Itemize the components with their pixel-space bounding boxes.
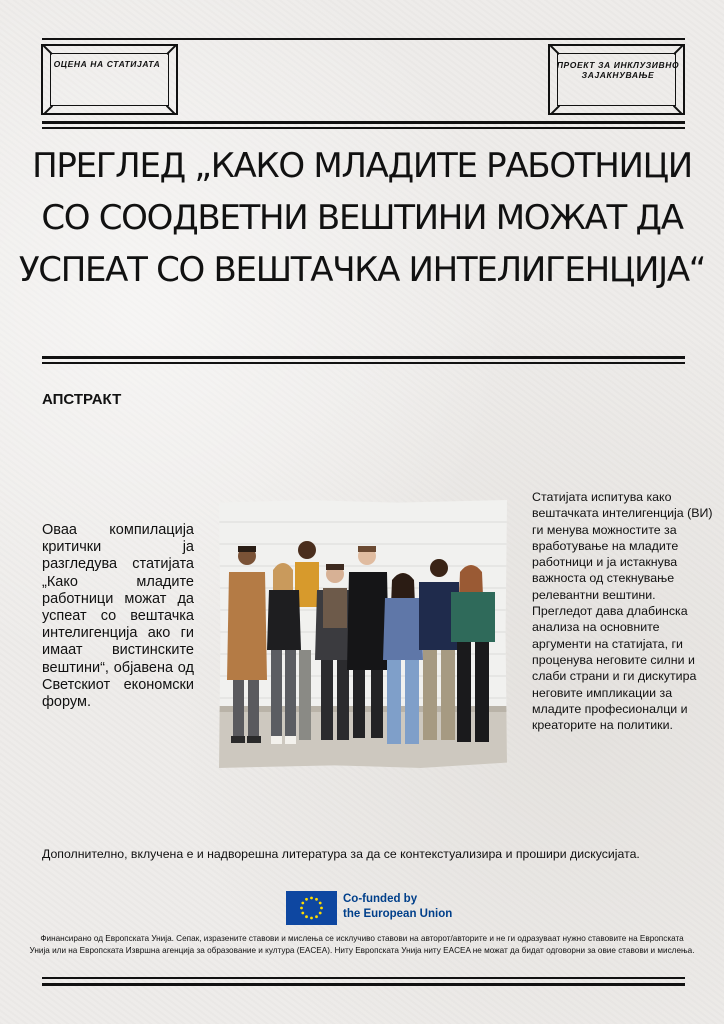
abstract-left-text: Оваа компилација критички ја разгледува статијата „Како младите работници можат да успеат со вештачка интелигенција ако ги имаат вистинските вештини“, објавена од Светскиот економски форум. (42, 522, 194, 711)
team-photo (219, 500, 507, 768)
header-rule-thin (42, 127, 685, 129)
header-rule-thick (42, 121, 685, 124)
title-rule-thin (42, 362, 685, 364)
title-rule-thick (42, 356, 685, 359)
additional-literature-note: Дополнително, вклучена е и надворешна литература за да се контекстуализира и прошири дискусијата. (42, 847, 640, 861)
eu-flag-icon (286, 891, 337, 925)
abstract-heading: АПСТРАКТ (42, 391, 122, 408)
abstract-right-text: Статијата испитува како вештачката интелигенција (ВИ) ги менува можностите за вработување на младите работници и ја истакнува важноста од стекнување релевантни вештини. Прегледот дава длабинска анализа на основните аргументи на статијата, ги проценува неговите силни и слаби страни и ги дискутира неговите импликации за младите професионалци и креаторите на политики. (532, 490, 713, 733)
disclaimer-line-2: Унија или на Европската Извршна агенција за образование и култура (EACEA). Ниту Европската Унија ниту EACEA не можат да бидат одговорни за овие ставови и мислења. (29, 946, 695, 956)
disclaimer-line-1: Финансирано од Европската Унија. Сепак, изразените ставови и мислења се исклучиво ставови на авторот/авторите и не ги одразуваат нужно ставовите на Европската (40, 934, 684, 943)
top-rule (42, 38, 685, 40)
eu-label-line-1: Co-funded by (343, 893, 418, 905)
eu-label-line-2: the European Union (343, 908, 453, 920)
title-line-3: УСПЕАТ СО ВЕШТАЧКА ИНТЕЛИГЕНЦИЈА“ (18, 250, 706, 290)
left-tag-label: ОЦЕНА НА СТАТИЈАТА (53, 59, 161, 69)
bottom-rule-thick (42, 983, 685, 986)
eu-disclaimer (0, 933, 724, 958)
bottom-rule-thin (42, 977, 685, 979)
right-tag-label: ПРОЕКТ ЗА ИНКЛУЗИВНО ЗАЈАКНУВАЊЕ (556, 60, 680, 80)
left-tag-frame (41, 44, 178, 115)
title-line-1: ПРЕГЛЕД „КАКО МЛАДИТЕ РАБОТНИЦИ (32, 146, 692, 186)
eu-cofunded-label (343, 892, 452, 922)
title-line-2: СО СООДВЕТНИ ВЕШТИНИ МОЖАТ ДА (41, 198, 683, 238)
page-title (12, 140, 712, 296)
